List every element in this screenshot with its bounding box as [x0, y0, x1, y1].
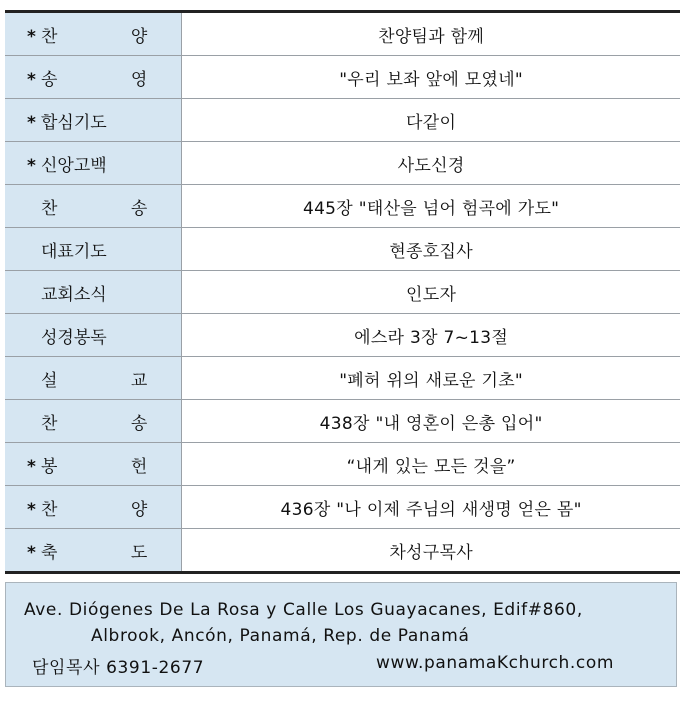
address-line-1: Ave. Diógenes De La Rosa y Calle Los Guayacanes, Edif#860,: [24, 600, 583, 620]
pastor-phone: 담임목사 6391-2677: [32, 658, 205, 678]
order-item-label-cell: [5, 99, 182, 142]
order-item-label-cell: [5, 314, 182, 357]
order-row: [5, 271, 680, 314]
order-item-label-cell: [5, 271, 182, 314]
order-item-label: 설 교: [41, 370, 182, 391]
asterisk-mark: *: [27, 499, 36, 520]
order-row: [5, 314, 680, 357]
order-item-label: 찬 송: [41, 413, 182, 434]
order-item-label: 성경봉독: [41, 327, 107, 348]
order-item-value: 에스라 3장 7~13절: [182, 314, 680, 357]
website-url[interactable]: www.panamaKchurch.com: [376, 653, 615, 673]
order-row: [5, 228, 680, 271]
worship-order-body: [5, 12, 680, 573]
worship-order-table: [5, 10, 680, 574]
order-item-value: 사도신경: [182, 142, 680, 185]
address-line-2: Albrook, Ancón, Panamá, Rep. de Panamá: [91, 626, 470, 646]
order-item-label-cell: [5, 185, 182, 228]
order-row: [5, 185, 680, 228]
order-item-label: 합심기도: [41, 112, 107, 133]
order-item-label-cell: [5, 12, 182, 56]
order-item-value: 차성구목사: [389, 542, 473, 563]
order-item-value: "폐허 위의 새로운 기초": [182, 357, 680, 400]
order-item-label: 찬 양: [41, 499, 182, 520]
order-item-value: 현종호집사: [182, 228, 680, 271]
order-item-label-cell: [5, 529, 182, 573]
asterisk-mark: *: [27, 69, 36, 90]
order-row: [5, 12, 680, 56]
asterisk-mark: *: [27, 26, 36, 47]
order-item-value: "우리 보좌 앞에 모였네": [182, 56, 680, 99]
order-item-label-cell: [5, 142, 182, 185]
order-item-label-cell: [5, 228, 182, 271]
order-item-label-cell: [5, 357, 182, 400]
order-row: [5, 56, 680, 99]
asterisk-mark: *: [27, 112, 36, 133]
order-row: [5, 142, 680, 185]
church-info-footer: [5, 582, 677, 687]
order-item-label-cell: [5, 443, 182, 486]
order-item-value: 인도자: [182, 271, 680, 314]
asterisk-mark: *: [27, 456, 36, 477]
order-item-label: 대표기도: [41, 241, 107, 262]
order-item-value: 436장 "나 이제 주님의 새생명 얻은 몸": [182, 486, 680, 529]
order-row: [5, 486, 680, 529]
order-row: [5, 357, 680, 400]
order-item-label: 신앙고백: [41, 155, 107, 176]
order-item-label: 찬 송: [41, 198, 182, 219]
order-item-label-cell: [5, 56, 182, 99]
order-row: [5, 443, 680, 486]
order-item-value: 445장 "태산을 넘어 험곡에 가도": [182, 185, 680, 228]
order-item-value: 찬양팀과 함께: [182, 12, 680, 56]
order-item-label: 찬 양: [41, 26, 182, 47]
asterisk-mark: *: [27, 155, 36, 176]
order-item-label-cell: [5, 400, 182, 443]
order-item-label: 교회소식: [41, 284, 107, 305]
asterisk-mark: *: [27, 542, 36, 563]
order-row: [5, 529, 680, 573]
order-item-label: 송 영: [41, 69, 182, 90]
order-item-label-cell: [5, 486, 182, 529]
order-item-value: 438장 "내 영혼이 은총 입어": [182, 400, 680, 443]
order-item-label: 축 도: [41, 542, 182, 563]
order-item-value: “내게 있는 모든 것을”: [182, 443, 680, 486]
order-row: [5, 99, 680, 142]
order-item-label: 봉 헌: [41, 456, 182, 477]
order-item-value: 다같이: [182, 99, 680, 142]
order-row: [5, 400, 680, 443]
